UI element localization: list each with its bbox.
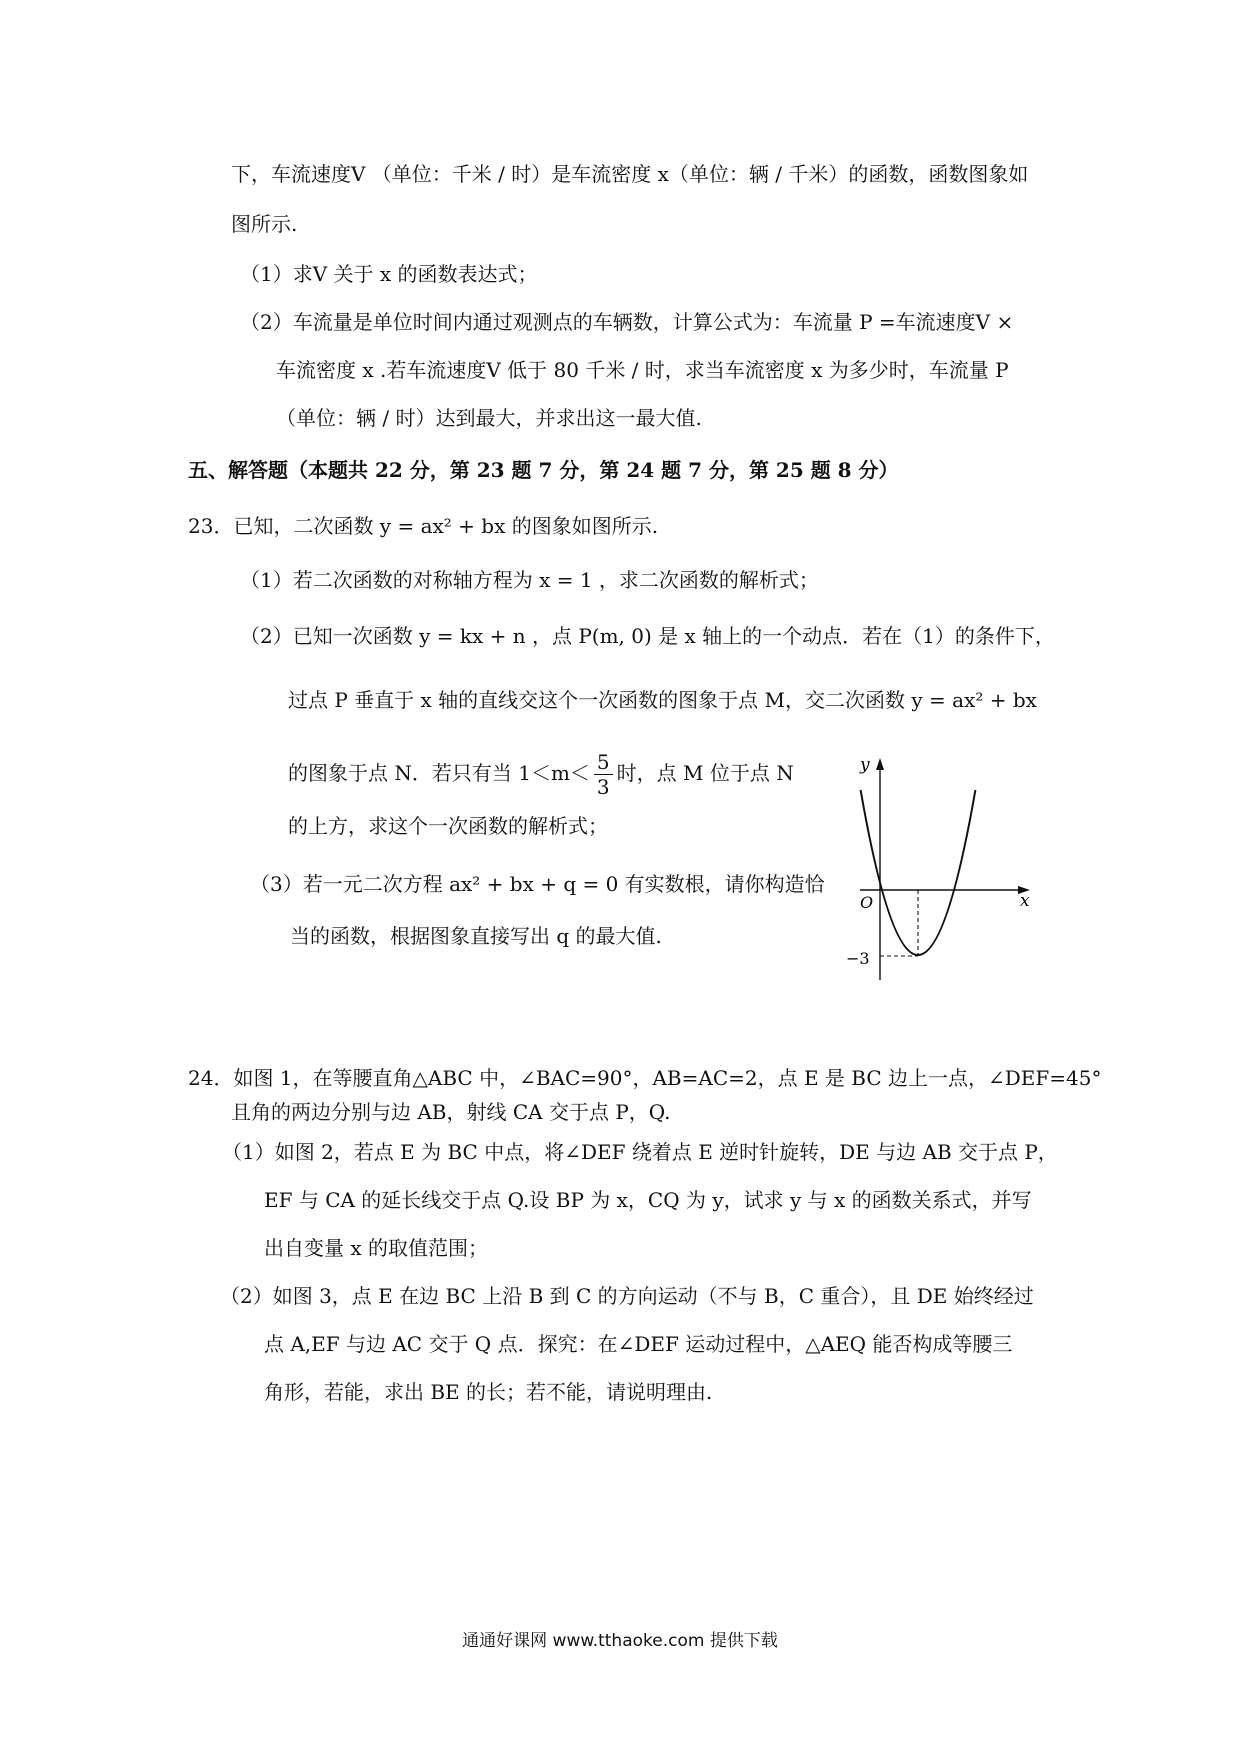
q23-part3b: 当的函数，根据图象直接写出 q 的最大值. [290, 924, 662, 948]
q23-part2d: 的上方，求这个一次函数的解析式； [288, 814, 608, 838]
y-axis-arrow [876, 758, 884, 770]
q24-stem2: 且角的两边分别与边 AB，射线 CA 交于点 P，Q. [231, 1100, 671, 1124]
q22-line1: 下，车流速度V （单位：千米 / 时）是车流密度 x（单位：辆 / 千米）的函数，函数图象如 [231, 162, 1029, 186]
q23-part2c-pre: 的图象于点 N．若只有当 1＜m＜ [288, 761, 590, 785]
q24-part2b: 点 A,EF 与边 AC 交于 Q 点．探究：在∠DEF 运动过程中，△AEQ 能否构成等腰三 [264, 1332, 1013, 1356]
q24-part2c: 角形，若能，求出 BE 的长；若不能，请说明理由. [264, 1380, 713, 1404]
fraction [594, 750, 613, 799]
q22-part2c: （单位：辆 / 时）达到最大，并求出这一最大值. [276, 406, 702, 430]
q22-line2: 图所示. [231, 212, 298, 236]
parabola-graph [846, 756, 1066, 986]
q24-stem1: 24．如图 1，在等腰直角△ABC 中，∠BAC=90°，AB=AC=2，点 E 是 BC 边上一点，∠DEF=45° [188, 1066, 1102, 1090]
q24-part1a: （1）如图 2，若点 E 为 BC 中点，将∠DEF 绕着点 E 逆时针旋转，DE 与边 AB 交于点 P， [222, 1140, 1058, 1164]
q23-part1: （1）若二次函数的对称轴方程为 x = 1 ，求二次函数的解析式； [240, 568, 819, 592]
footer-download-note: 通通好课网 www.tthaoke.com 提供下载 [462, 1631, 778, 1651]
origin-label: O [860, 893, 874, 912]
section-heading: 五、解答题（本题共 22 分，第 23 题 7 分，第 24 题 7 分，第 25 题 8 分） [188, 458, 899, 482]
q23-part2c-post: 时，点 M 位于点 N [616, 761, 794, 785]
q23-part2a: （2）已知一次函数 y = kx + n ，点 P(m, 0) 是 x 轴上的一个动点．若在（1）的条件下， [240, 624, 1055, 648]
y-axis-label: y [860, 756, 870, 775]
x-axis-label: x [1020, 891, 1030, 911]
q23-stem: 23．已知，二次函数 y = ax² + bx 的图象如图所示. [188, 514, 659, 538]
q22-part1: （1）求V 关于 x 的函数表达式； [240, 262, 538, 286]
q24-part2a: （2）如图 3，点 E 在边 BC 上沿 B 到 C 的方向运动（不与 B，C 重合），且 DE 始终经过 [220, 1284, 1034, 1308]
q22-part2b: 车流密度 x .若车流速度V 低于 80 千米 / 时，求当车流密度 x 为多少时，车流量 P [276, 358, 1009, 382]
q23-part2b: 过点 P 垂直于 x 轴的直线交这个一次函数的图象于点 M，交二次函数 y = ax² + bx [288, 688, 1037, 712]
parabola-curve [861, 790, 976, 955]
q24-part1b: EF 与 CA 的延长线交于点 Q.设 BP 为 x，CQ 为 y，试求 y 与 x 的函数关系式，并写 [264, 1188, 1032, 1212]
q22-part2a: （2）车流量是单位时间内通过观测点的车辆数，计算公式为：车流量 P =车流速度V × [240, 310, 1014, 334]
q23-part3a: （3）若一元二次方程 ax² + bx + q = 0 有实数根，请你构造恰 [250, 872, 825, 896]
fraction-denominator: 3 [596, 775, 610, 799]
fraction-numerator: 5 [594, 750, 613, 775]
minimum-value-label: −3 [846, 949, 870, 968]
q24-part1c: 出自变量 x 的取值范围； [264, 1236, 488, 1260]
q23-part2c [288, 750, 794, 799]
